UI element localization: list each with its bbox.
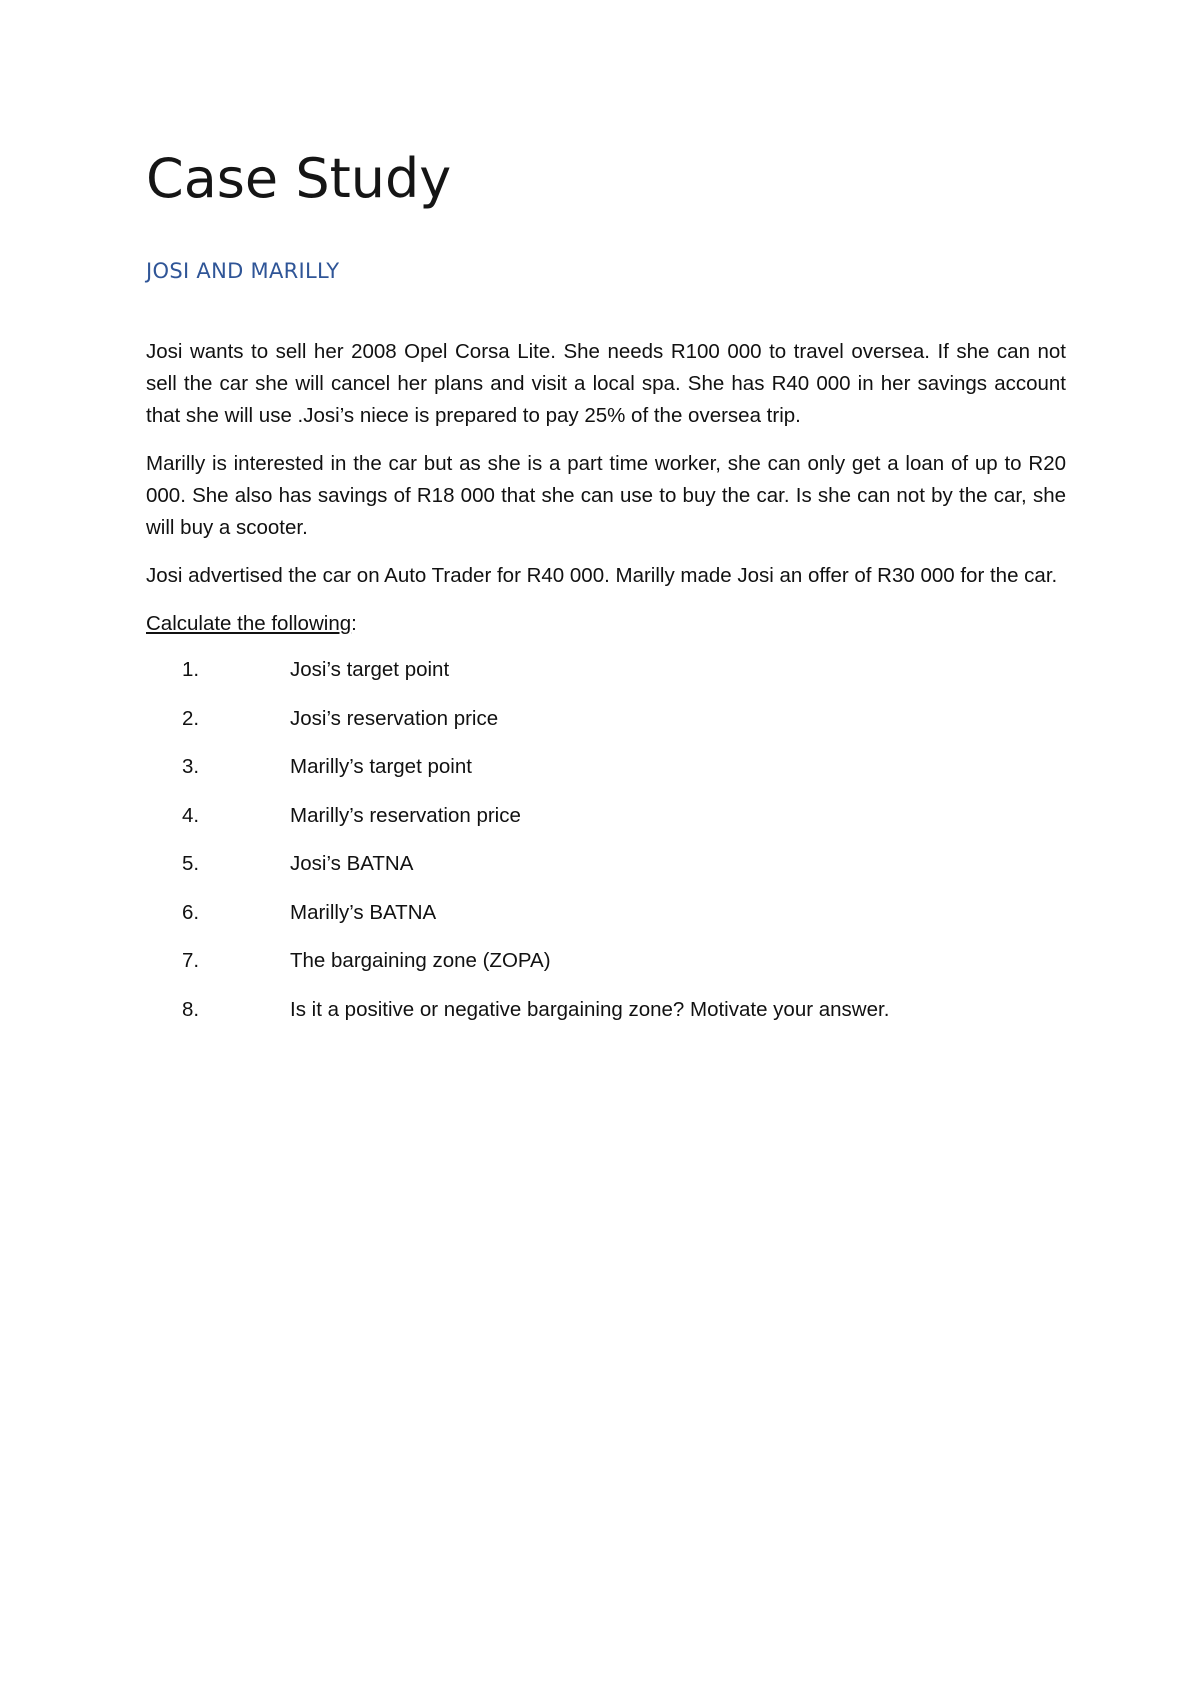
list-item xyxy=(146,848,1066,880)
list-item-text: Josi’s target point xyxy=(290,658,450,681)
list-item-number: 1. xyxy=(182,658,200,681)
list-item xyxy=(146,994,1066,1026)
list-item xyxy=(146,800,1066,832)
list-item-text: Josi’s BATNA xyxy=(290,852,414,875)
list-item xyxy=(146,945,1066,977)
document-title: Case Study xyxy=(146,147,452,210)
list-item-number: 6. xyxy=(182,900,200,924)
list-item xyxy=(146,703,1066,735)
list-item-text: Is it a positive or negative bargaining zone? Motivate your answer. xyxy=(290,997,890,1021)
list-item-number: 7. xyxy=(182,949,200,972)
document-subtitle: JOSI AND MARILLY xyxy=(146,259,340,283)
list-item xyxy=(146,751,1066,783)
document-body xyxy=(146,336,1066,1042)
list-item-number: 5. xyxy=(182,852,200,875)
list-item xyxy=(146,897,1066,929)
list-item-text: Josi’s reservation price xyxy=(290,706,499,730)
list-item-number: 8. xyxy=(182,997,200,1021)
list-item-number: 4. xyxy=(182,803,200,827)
calculate-heading-label: Calculate the following xyxy=(146,612,352,635)
list-item xyxy=(146,654,1066,686)
list-item-text: Marilly’s target point xyxy=(290,755,472,778)
calculate-heading xyxy=(146,608,1066,640)
list-item-text: Marilly’s BATNA xyxy=(290,900,437,924)
paragraph-offer: Josi advertised the car on Auto Trader for R40 000. Marilly made Josi an offer of R30 000 for the car. xyxy=(146,564,1058,587)
paragraph-marilly: Marilly is interested in the car but as she is a part time worker, she can only get a loan of up to R20 000. She also has savings of R18 000 that she can use to buy the car. Is she can not by the car, she will buy a scooter. xyxy=(146,452,1066,539)
paragraph-josi: Josi wants to sell her 2008 Opel Corsa Lite. She needs R100 000 to travel oversea. If she can not sell the car she will cancel her plans and visit a local spa. She has R40 000 in her savings account that she will use .Josi’s niece is prepared to pay 25% of the oversea trip. xyxy=(146,340,1066,427)
question-list xyxy=(146,654,1066,1026)
list-item-text: The bargaining zone (ZOPA) xyxy=(290,949,551,972)
list-item-number: 3. xyxy=(182,755,200,778)
list-item-text: Marilly’s reservation price xyxy=(290,803,521,827)
list-item-number: 2. xyxy=(182,706,200,730)
calculate-heading-colon: : xyxy=(351,612,357,635)
